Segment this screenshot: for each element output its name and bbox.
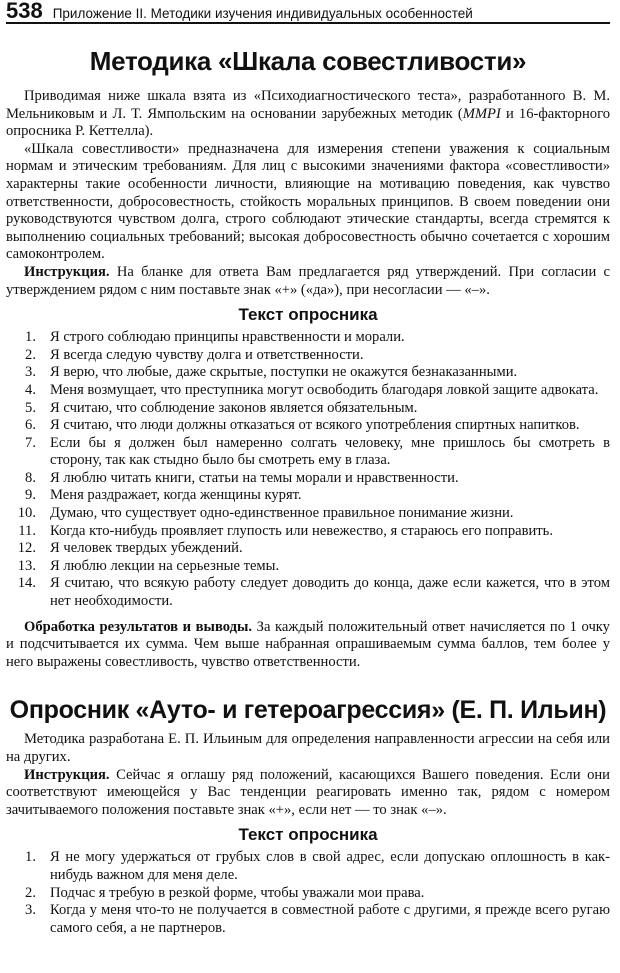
mmpi-abbreviation: MMPI <box>462 105 501 122</box>
item-number: 6. <box>25 417 36 434</box>
list-item <box>6 523 610 541</box>
list-item <box>6 849 610 884</box>
instruction-paragraph: Инструкция. На бланке для ответа Вам предлагается ряд утверждений. При согласии с утверждением рядом с ним поставьте знак «+» («да»), при несогласии — «–». <box>6 263 610 298</box>
item-text: Когда у меня что-то не получается в совместной работе с другими, я прежде всего ругаю самого себя, а не партнеров. <box>50 902 610 936</box>
list-item <box>6 540 610 558</box>
instruction-label: Инструкция. <box>24 766 110 783</box>
list-item <box>6 575 610 610</box>
section-title-conscientiousness: Методика «Шкала совестливости» <box>89 46 527 76</box>
questionnaire-title: Текст опросника <box>238 305 378 325</box>
item-number: 14. <box>17 575 36 592</box>
item-text: Я строго соблюдаю принципы нравственности и морали. <box>50 329 405 346</box>
item-number: 3. <box>25 364 36 381</box>
item-text: Я человек твердых убеждений. <box>50 540 243 557</box>
item-number: 5. <box>25 399 36 416</box>
running-header <box>6 0 610 24</box>
item-number: 7. <box>25 434 36 451</box>
aggression-questionnaire-list <box>6 849 610 937</box>
item-number: 4. <box>25 381 36 398</box>
item-number: 13. <box>17 557 36 574</box>
item-number: 9. <box>25 487 36 504</box>
item-text: Подчас я требую в резкой форме, чтобы уважали мои права. <box>50 884 425 901</box>
item-number: 2. <box>25 884 36 901</box>
list-item <box>6 470 610 488</box>
item-text: Если бы я должен был намеренно солгать человеку, мне пришлось бы смотреть в сторону, так как стыдно было бы смотреть ему в глаза. <box>50 434 610 469</box>
list-item <box>6 505 610 523</box>
item-text: Я верю, что любые, даже скрытые, поступки не окажутся безнаказанными. <box>50 364 518 381</box>
item-number: 8. <box>25 469 36 486</box>
item-number: 11. <box>18 522 36 539</box>
list-item <box>6 558 610 576</box>
list-item <box>6 364 610 382</box>
section-title-aggression: Опросник «Ауто- и гетероагрессия» (Е. П. Ильин) <box>9 696 607 725</box>
page-number: 538 <box>6 0 43 23</box>
item-text: Думаю, что существует одно-единственное правильное понимание жизни. <box>50 505 514 522</box>
item-text: Я считаю, что всякую работу следует доводить до конца, даже если кажется, что в этом нет необходимости. <box>50 575 610 610</box>
description-paragraph: «Шкала совестливости» предназначена для измерения степени уважения к социальным нормам и этическим требованиям. Для лиц с высокими значениями фактора «совестливости» характерны такие особенности личности, влияющие на мотивацию поведения, как чувство ответственности, добросовестность, стойкость моральных принципов. В своем поведении они руководствуются чувством долга, строго соблюдают этические стандарты, всегда стремятся к выполнению социальных требований; высокая добросовестность обычно сочетается с хорошим самоконтролем. <box>6 140 610 263</box>
item-text: Я считаю, что соблюдение законов является обязательным. <box>50 399 418 416</box>
list-item <box>6 417 610 435</box>
item-text: Я считаю, что люди должны отказаться от всякого употребления спиртных напитков. <box>50 417 580 434</box>
item-text: Я люблю читать книги, статьи на темы морали и нравственности. <box>50 469 459 486</box>
item-text: Меня раздражает, когда женщины курят. <box>50 487 302 504</box>
list-item <box>6 435 610 470</box>
list-item <box>6 487 610 505</box>
aggression-questionnaire-title: Текст опросника <box>238 825 378 845</box>
item-text: Я не могу удержаться от грубых слов в свой адрес, если допускаю оплошность в как-нибудь важном для меня деле. <box>50 849 610 883</box>
list-item <box>6 902 610 937</box>
results-paragraph: Обработка результатов и выводы. За каждый положительный ответ начисляется по 1 очку и подсчитывается их сумма. Чем выше набранная опрашиваемым сумма баллов, тем более у него выражены совестливость, чувство ответственности. <box>6 618 610 670</box>
instruction-label: Инструкция. <box>24 263 110 280</box>
intro-paragraph: Приводимая ниже шкала взята из «Психодиагностического теста», разработанного В. М. Мельниковым и Л. Т. Ямпольским на основании зарубежных методик (MMPI и 16-факторного опросника Р. Кеттелла). <box>6 88 610 140</box>
list-item <box>6 347 610 365</box>
aggression-instruction-paragraph: Инструкция. Сейчас я оглашу ряд положений, касающихся Вашего поведения. Если они соответствуют имеющейся у Вас тенденции реагировать именно так, рядом с номером зачитываемого положения поставьте знак «+», если нет — то знак «–». <box>6 766 610 818</box>
results-label: Обработка результатов и выводы. <box>24 618 253 635</box>
item-text: Меня возмущает, что преступника могут освободить благодаря ловкой защите адвоката. <box>50 381 599 398</box>
item-number: 12. <box>17 540 36 557</box>
item-text: Я люблю лекции на серьезные темы. <box>50 557 280 574</box>
list-item <box>6 329 610 347</box>
running-header-title: Приложение II. Методики изучения индивидуальных особенностей <box>52 6 473 21</box>
item-number: 1. <box>25 849 36 866</box>
item-text: Когда кто-нибудь проявляет глупость или невежество, я стараюсь его поправить. <box>50 522 553 539</box>
list-item <box>6 400 610 418</box>
item-number: 3. <box>25 902 36 919</box>
list-item <box>6 885 610 903</box>
item-text: Я всегда следую чувству долга и ответственности. <box>50 346 364 363</box>
item-number: 10. <box>17 505 36 522</box>
item-number: 1. <box>25 329 36 346</box>
list-item <box>6 382 610 400</box>
questionnaire-list <box>6 329 610 611</box>
item-number: 2. <box>25 346 36 363</box>
aggression-intro-paragraph: Методика разработана Е. П. Ильиным для определения направленности агрессии на себя или на других. <box>6 731 610 765</box>
